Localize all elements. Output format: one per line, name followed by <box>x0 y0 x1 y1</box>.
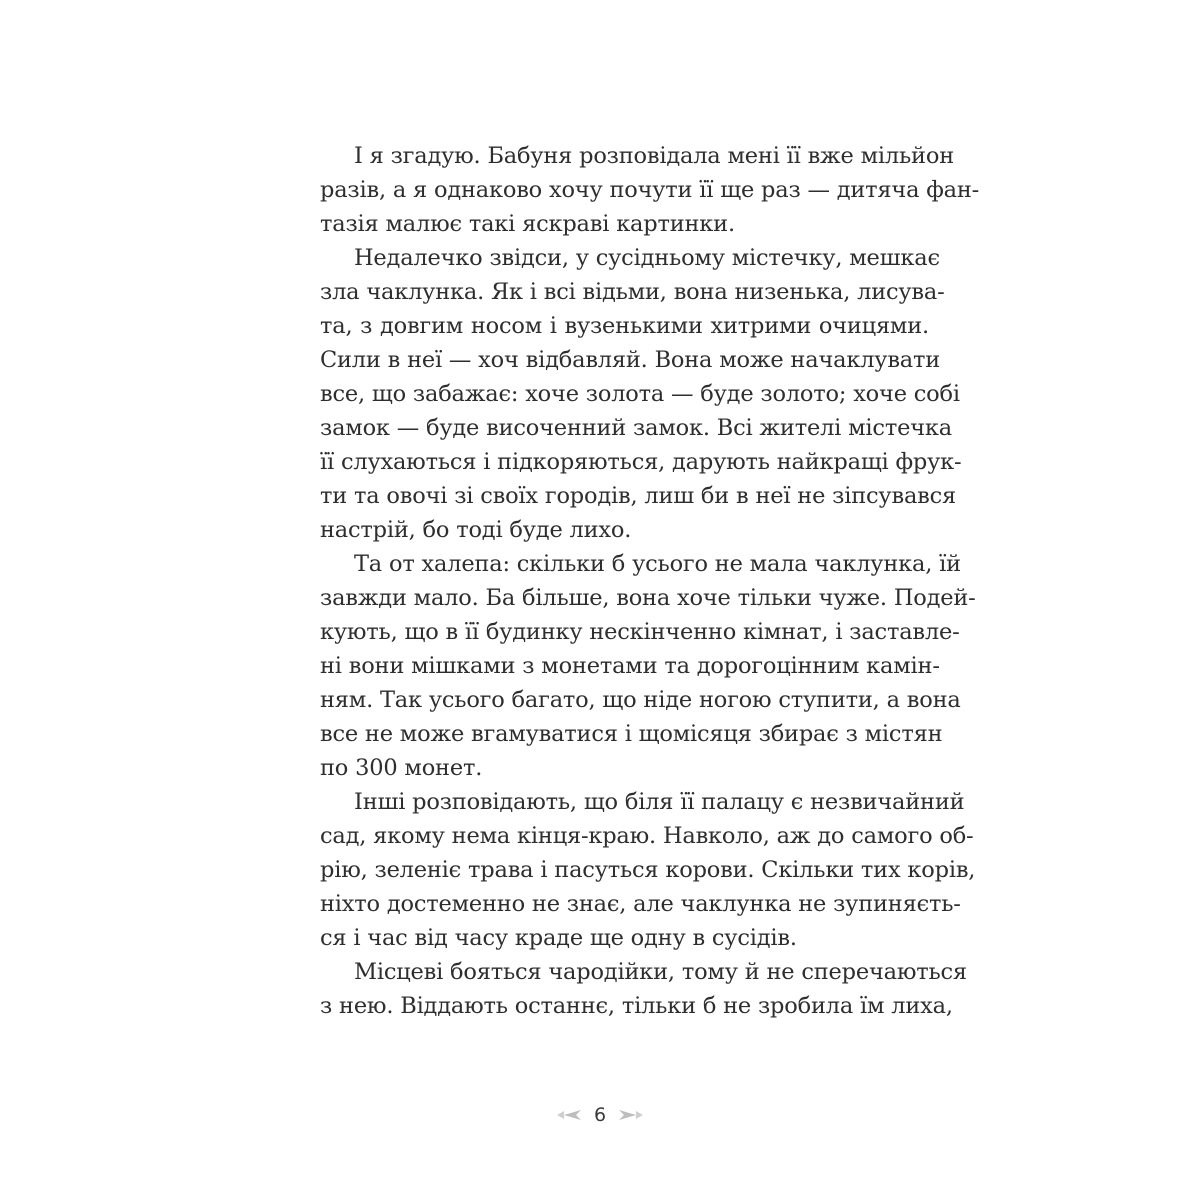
text-line: І я згадую. Бабуня розповідала мені її вже мільйон <box>354 143 954 169</box>
text-line: Недалечко звідси, у сусідньому містечку, мешкає <box>354 245 940 271</box>
text-line: Місцеві бояться чародійки, тому й не сперечаються <box>354 959 967 985</box>
text-line: її слухаються і підкоряються, дарують найкращі фрук- <box>320 449 962 475</box>
text-line: рію, зеленіє трава і пасуться корови. Скільки тих корів, <box>320 857 976 883</box>
text-line: по 300 монет. <box>320 755 483 781</box>
text-line: завжди мало. Ба більше, вона хоче тільки чуже. Подей- <box>320 585 976 611</box>
text-line: настрій, бо тоді буде лихо. <box>320 517 632 543</box>
text-line: все, що забажає: хоче золота — буде золото; хоче собі <box>320 381 960 407</box>
text-line: кують, що в її будинку нескінченно кімнат, і заставле- <box>320 619 960 645</box>
text-line: разів, а я однаково хочу почути її ще раз — дитяча фан- <box>320 177 980 203</box>
text-line: з нею. Віддають останнє, тільки б не зробила їм лиха, <box>320 993 953 1019</box>
page-number: 6 <box>593 1104 607 1126</box>
ornament-arrow-left-icon <box>556 1108 582 1122</box>
text-line: Інші розповідають, що біля її палацу є незвичайний <box>354 789 965 815</box>
body-text <box>320 139 980 1023</box>
text-line: ти та овочі зі своїх городів, лиш би в неї не зіпсувався <box>320 483 957 509</box>
text-line: все не може вгамуватися і щомісяця збирає з містян <box>320 721 943 747</box>
text-line: ні вони мішками з монетами та дорогоцінним камін- <box>320 653 940 679</box>
text-line: тазія малює такі яскраві картинки. <box>320 211 735 237</box>
text-line: Та от халепа: скільки б усього не мала чаклунка, їй <box>354 551 961 577</box>
text-line: зла чаклунка. Як і всі відьми, вона низенька, лисува- <box>320 279 945 305</box>
text-line: та, з довгим носом і вузенькими хитрими очицями. <box>320 313 929 339</box>
text-line: замок — буде височенний замок. Всі жителі містечка <box>320 415 952 441</box>
text-line: ніхто достеменно не знає, але чаклунка не зупиняєть- <box>320 891 961 917</box>
page-footer <box>0 1098 1200 1132</box>
text-line: ся і час від часу краде ще одну в сусідів. <box>320 925 797 951</box>
text-line: сад, якому нема кінця-краю. Навколо, аж до самого об- <box>320 823 974 849</box>
text-line: Сили в неї — хоч відбавляй. Вона може начаклувати <box>320 347 941 373</box>
ornament-arrow-right-icon <box>618 1108 644 1122</box>
text-line: ням. Так усього багато, що ніде ногою ступити, а вона <box>320 687 961 713</box>
